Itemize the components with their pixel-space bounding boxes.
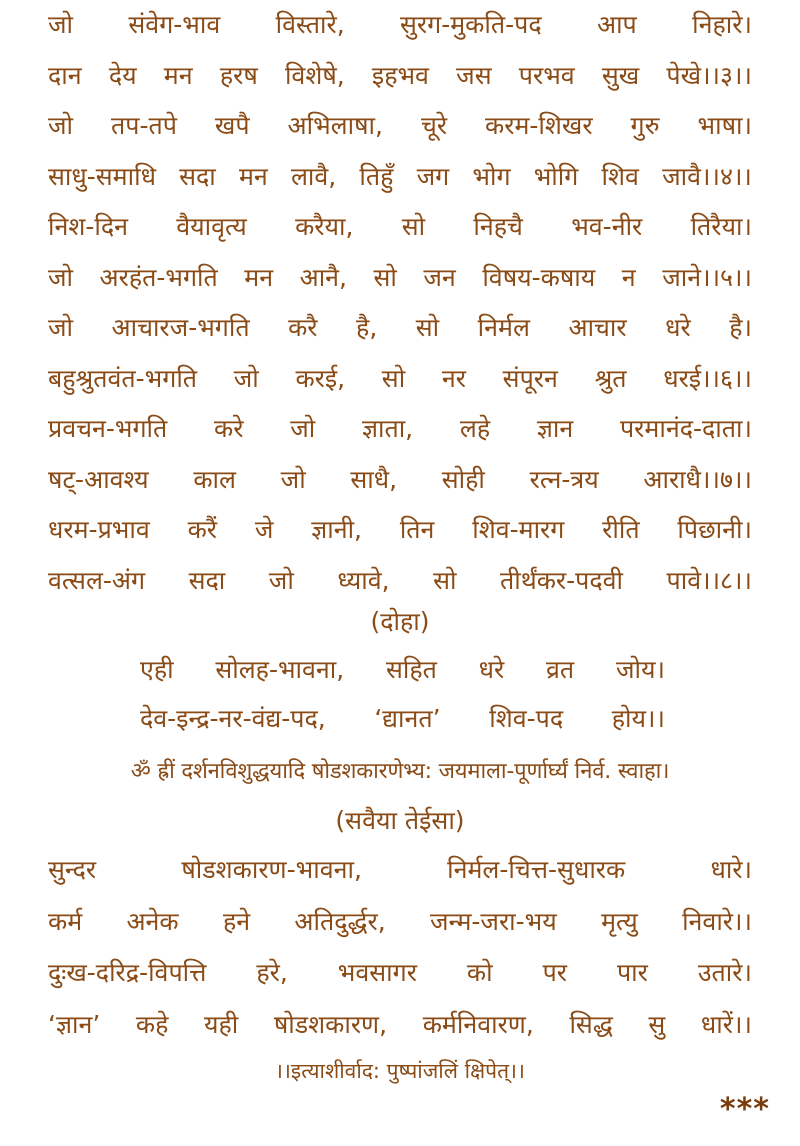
verse-word: जाने।।५।। xyxy=(662,262,752,292)
verse-word: खपै xyxy=(214,111,250,140)
verse-word: तिन xyxy=(399,515,435,544)
verse-word: है, xyxy=(356,313,378,342)
verse-word: मन xyxy=(238,161,268,191)
verse-word: दुःख-दरिद्र-विपत्ति xyxy=(48,958,207,987)
verse-word: सो xyxy=(401,212,426,241)
verse-word: वत्सल-अंग xyxy=(48,565,146,595)
verse-word: जावै।।४।। xyxy=(662,161,752,191)
verse-word: धारे। xyxy=(710,855,752,884)
stanza-line xyxy=(48,253,752,304)
verse-word: निर्मल xyxy=(477,313,530,342)
verse-word: धारें।। xyxy=(700,1009,752,1039)
verse-word: सदा xyxy=(179,161,216,191)
verse-word: सदा xyxy=(188,565,226,595)
stanza-line xyxy=(48,303,752,354)
stanza-line xyxy=(48,152,752,203)
verse-word: धरम-प्रभाव xyxy=(48,515,150,544)
verse-word: सिद्ध xyxy=(569,1009,613,1039)
doha-heading: (दोहा) xyxy=(370,607,430,636)
verse-word: आचार xyxy=(568,313,627,342)
verse-word: सोही xyxy=(441,464,485,494)
verse-word: भव-नीर xyxy=(571,212,643,241)
verse-word: मन xyxy=(244,262,274,292)
verse-word: रत्न-त्रय xyxy=(529,464,599,494)
verse-word: सो xyxy=(433,565,457,595)
verse-word: जोय। xyxy=(615,655,665,684)
verse-word: ज्ञानी, xyxy=(311,515,362,544)
verse-word: जो xyxy=(48,313,74,342)
verse-word: पार xyxy=(616,958,648,987)
verse-word: अभिलाषा, xyxy=(287,111,383,140)
verse-word: श्रुत xyxy=(594,363,627,393)
verse-word: विस्तारे, xyxy=(275,10,345,39)
verse-word: हने xyxy=(222,906,251,936)
verse-word: करम-शिखर xyxy=(485,111,593,140)
verse-word: कहे xyxy=(135,1009,169,1039)
stanza-block xyxy=(48,0,752,606)
end-mark: *** xyxy=(719,1092,770,1127)
verse-word: होय।। xyxy=(611,704,665,733)
verse-word: तिहुँ xyxy=(359,161,394,191)
verse-word: ज्ञाता, xyxy=(361,414,414,443)
verse-word: शिव-मारग xyxy=(472,515,565,544)
verse-word: जो xyxy=(48,262,74,292)
verse-word: करे xyxy=(214,414,244,443)
verse-word: जो xyxy=(280,464,306,494)
verse-word: विषय-कषाय xyxy=(482,262,596,292)
savaiya-line xyxy=(48,999,752,1051)
stanza-line xyxy=(48,556,752,607)
verse-word: सोलह-भावना, xyxy=(215,655,345,684)
savaiya-line xyxy=(48,896,752,948)
stanza-line xyxy=(48,202,752,253)
verse-word: चूरे xyxy=(420,111,448,140)
verse-word: भाषा। xyxy=(697,111,752,140)
stanza-line xyxy=(48,404,752,455)
verse-word: साधै, xyxy=(350,464,398,494)
verse-word: साधु-समाधि xyxy=(48,161,156,191)
verse-word: तप-तपे xyxy=(111,111,177,140)
savaiya-block xyxy=(48,844,752,1050)
verse-word: जो xyxy=(268,565,294,595)
verse-word: उतारे। xyxy=(697,958,752,987)
savaiya-heading: (सवैया तेईसा) xyxy=(335,806,465,835)
verse-word: गुरु xyxy=(630,111,660,140)
closing-line: ।।इत्याशीर्वाद: पुष्पांजलिं क्षिपेत्।। xyxy=(275,1059,525,1083)
verse-word: पिछानी। xyxy=(677,515,752,544)
mantra-line: ॐ ह्रीं दर्शनविशुद्धयादि षोडशकारणेभ्य: जयमाला-पूर्णार्घ्यं निर्व. स्वाहा। xyxy=(130,759,670,784)
verse-word: सुन्दर xyxy=(48,855,97,884)
verse-word: आनै, xyxy=(299,262,347,292)
verse-word: विशेषे, xyxy=(284,60,345,90)
verse-word: हरष xyxy=(219,60,258,90)
verse-word: करै xyxy=(288,313,318,342)
stanza-line xyxy=(48,354,752,405)
verse-word: शिव xyxy=(601,161,639,191)
stanza-line xyxy=(48,455,752,506)
verse-word: जो xyxy=(233,363,259,393)
verse-word: निर्मल-चित्त-सुधारक xyxy=(447,855,626,884)
verse-word: पावे।।८।। xyxy=(666,565,752,595)
verse-word: जन्म-जरा-भय xyxy=(429,906,557,936)
verse-word: मृत्यु xyxy=(601,906,638,936)
verse-word: व्रत xyxy=(546,655,575,684)
verse-word: शिव-पद xyxy=(489,704,564,733)
doha-line xyxy=(140,694,665,743)
savaiya-line xyxy=(48,947,752,999)
verse-word: सु xyxy=(648,1009,666,1039)
verse-word: संवेग-भाव xyxy=(128,10,221,39)
verse-word: करई, xyxy=(295,363,346,393)
verse-word: भोगि xyxy=(533,161,579,191)
verse-word: षट्-आवश्य xyxy=(48,464,149,494)
verse-word: परमानंद-दाता। xyxy=(619,414,752,443)
verse-word: कर्मनिवारण, xyxy=(422,1009,534,1039)
stanza-line xyxy=(48,101,752,152)
verse-word: ‘ज्ञान’ xyxy=(48,1009,101,1039)
verse-word: एही xyxy=(140,655,174,684)
verse-word: षोडशकारण, xyxy=(273,1009,388,1039)
verse-word: अनेक xyxy=(126,906,179,936)
verse-word: जे xyxy=(254,515,274,544)
verse-word: जन xyxy=(423,262,456,292)
verse-word: धरई।।६।। xyxy=(663,363,752,393)
verse-word: भवसागर xyxy=(337,958,417,987)
verse-word: जस xyxy=(456,60,492,90)
verse-word: करैया, xyxy=(295,212,354,241)
verse-word: अरहंत-भगति xyxy=(99,262,218,292)
verse-word: निहारे। xyxy=(692,10,752,39)
verse-word: सुरग-मुकति-पद xyxy=(400,10,542,39)
verse-word: मन xyxy=(163,60,193,90)
verse-word: षोडशकारण-भावना, xyxy=(181,855,362,884)
verse-word: देय xyxy=(108,60,137,90)
verse-word: धरे xyxy=(478,655,505,684)
verse-word: परभव xyxy=(518,60,575,90)
verse-word: जो xyxy=(48,111,74,140)
verse-word: नर xyxy=(441,363,466,393)
verse-word: जग xyxy=(416,161,450,191)
verse-word: जो xyxy=(48,10,74,39)
verse-word: दान xyxy=(48,60,82,90)
verse-word: काल xyxy=(193,464,236,494)
verse-word: सुख xyxy=(601,60,640,90)
verse-word: निहचै xyxy=(473,212,523,241)
stanza-line xyxy=(48,0,752,51)
verse-word: निश-दिन xyxy=(48,212,128,241)
verse-word: करैं xyxy=(187,515,217,544)
verse-word: न xyxy=(621,262,636,292)
stanza-line xyxy=(48,505,752,556)
verse-word: कर्म xyxy=(48,906,83,936)
verse-word: धरे xyxy=(665,313,691,342)
verse-word: रीति xyxy=(602,515,640,544)
verse-word: लावै, xyxy=(290,161,337,191)
verse-word: हरे, xyxy=(256,958,288,987)
verse-word: निवारे।। xyxy=(682,906,752,936)
verse-word: पेखे।।३।। xyxy=(666,60,752,90)
verse-word: तीर्थंकर-पदवी xyxy=(500,565,623,595)
verse-word: इहभव xyxy=(371,60,429,90)
verse-word: को xyxy=(466,958,493,987)
verse-word: जो xyxy=(290,414,316,443)
verse-word: सो xyxy=(373,262,397,292)
verse-word: ज्ञान xyxy=(536,414,574,443)
verse-word: अतिदुर्द्धर, xyxy=(294,906,386,936)
verse-word: देव-इन्द्र-नर-वंद्य-पद, xyxy=(140,704,326,733)
verse-word: बहुश्रुतवंत-भगति xyxy=(48,363,198,393)
verse-word: सहित xyxy=(385,655,437,684)
verse-word: सो xyxy=(415,313,440,342)
verse-word: यही xyxy=(203,1009,239,1039)
verse-word: आप xyxy=(596,10,637,39)
doha-line xyxy=(140,645,665,694)
verse-word: पर xyxy=(542,958,568,987)
verse-word: वैयावृत्य xyxy=(176,212,247,241)
verse-word: ‘द्यानत’ xyxy=(374,704,441,733)
savaiya-line xyxy=(48,844,752,896)
verse-word: प्रवचन-भगति xyxy=(48,414,168,443)
verse-word: तिरैया। xyxy=(690,212,752,241)
verse-word: सो xyxy=(381,363,406,393)
verse-word: लहे xyxy=(459,414,491,443)
verse-word: आचारज-भगति xyxy=(111,313,250,342)
doha-block xyxy=(140,645,665,743)
verse-word: है। xyxy=(729,313,752,342)
verse-word: भोग xyxy=(472,161,511,191)
stanza-line xyxy=(48,51,752,102)
verse-word: ध्यावे, xyxy=(337,565,390,595)
verse-word: संपूरन xyxy=(502,363,558,393)
verse-word: आराधै।।७।। xyxy=(643,464,752,494)
